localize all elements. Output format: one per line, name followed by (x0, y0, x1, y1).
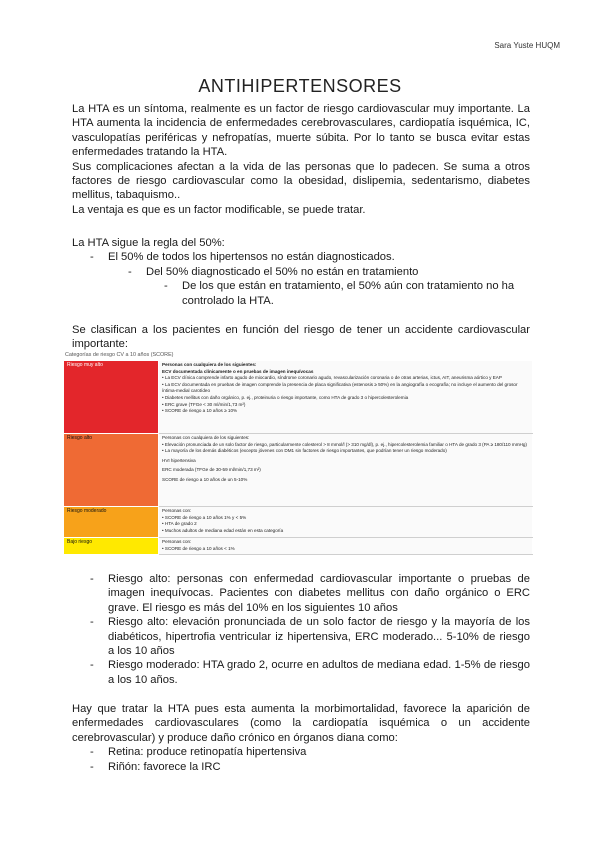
risk-row-moderate (64, 507, 533, 538)
organ-item-kidney: - Riñón: favorece la IRC (90, 760, 530, 774)
rule-item-2: - Del 50% diagnosticado el 50% no están en tratamiento (128, 265, 530, 279)
classify-paragraph (72, 323, 530, 352)
risk-line: HVI hipertensiva (162, 457, 196, 463)
risk-category-high: Riesgo alto (64, 434, 159, 507)
risk-note-2: - Riesgo alto: elevación pronunciada de un solo factor de riesgo y la mayoría de los diabéticos, hipertrofia ventricular iz hipertensiva, ERC moderado... 5-10% de riesgo a los 10 años (90, 615, 530, 658)
risk-line: • ERC grave (TFGe < 30 ml/min/1,73 m²) (162, 401, 246, 407)
risk-row-low (64, 538, 533, 555)
intro-paragraph-1: La HTA es un síntoma, realmente es un factor de riesgo cardiovascular muy importante. La HTA aumenta la incidencia de enfermedades cerebrovasculares, cardiopatía isquémica, IC, vasculopatías periféricas y nefropatías, muerte súbita. Por lo tanto se busca evitar estas enfermedades tratando la HTA. (72, 103, 530, 159)
risk-line: • Elevación pronunciada de un solo factor de riesgo, particularmente colesterol > 8 mmol/l (> 310 mg/dl), p. ej., hipercolesterolemia familiar o HTA de grado 3 (PA ≥ 180/110 mmHg) (162, 441, 527, 447)
risk-category-low: Bajo riesgo (64, 538, 159, 555)
risk-category-very-high: Riesgo muy alto (64, 361, 159, 434)
risk-note-3: - Riesgo moderado: HTA grado 2, ocurre en adultos de mediana edad. 1-5% de riesgo a los 10 años. (90, 658, 530, 687)
classify-text: Se clasifican a los pacientes en función del riesgo de tener un accidente cardiovascular importante: (72, 324, 530, 351)
closing-paragraph: Hay que tratar la HTA pues esta aumenta la morbimortalidad, favorece la aparición de enfermedades cardiovasculares (como la cardiopatía isquémica o un accidente cerebrovascular) y produce daño crónico en órganos diana como: (72, 703, 530, 744)
risk-line: • Diabetes mellitus con daño orgánico, p. ej., proteinuria o riesgo importante, como HTA de grado 3 o hipercolesterolemia (162, 394, 409, 400)
risk-desc-low (159, 538, 533, 555)
risk-table-caption: Categorías de riesgo CV a 10 años (SCORE) (65, 352, 174, 358)
risk-line: Personas con: (162, 539, 192, 544)
risk-line: • La mayoría de los demás diabéticos (excepto jóvenes con DM1 sin factores de riesgo importantes, que podrían tener un riesgo moderado) (162, 448, 447, 454)
risk-category-moderate: Riesgo moderado (64, 507, 159, 538)
risk-line: • SCORE de riesgo a 10 años 1% y < 5% (162, 514, 247, 520)
rule-item-3: - De los que están en tratamiento, el 50% aún con tratamiento no ha controlado la HTA. (164, 279, 530, 308)
page-title: ANTIHIPERTENSORES (198, 76, 402, 96)
risk-line: Personas con: (162, 508, 192, 513)
rule-lead: La HTA sigue la regla del 50%: (72, 237, 225, 249)
risk-table (63, 360, 533, 555)
organ-item-retina: - Retina: produce retinopatía hipertensiva (90, 745, 530, 759)
risk-desc-high (159, 434, 533, 507)
risk-line: ECV documentada clínicamente o en pruebas de imagen inequívocas (162, 368, 314, 374)
closing-section (72, 702, 530, 774)
risk-notes-list (72, 572, 530, 687)
rule-section (72, 236, 530, 308)
risk-desc-moderate (159, 507, 533, 538)
risk-table-figure (63, 352, 533, 555)
risk-row-high (64, 434, 533, 507)
author-header: Sara Yuste HUQM (494, 41, 560, 50)
intro-section (72, 102, 530, 217)
risk-line: SCORE de riesgo a 10 años de un 5-10% (162, 476, 248, 482)
risk-row-very-high (64, 361, 533, 434)
risk-line: • La ECV clínica comprende infarto agudo de miocardio, síndrome coronario agudo, revascularización coronaria o de otras arterias, ictus, AIT, aneurisma aórtico y EAP (162, 375, 502, 381)
risk-line: • Muchos adultos de mediana edad están en esta categoría (162, 527, 284, 533)
risk-line: • SCORE de riesgo a 10 años ≥ 10% (162, 408, 238, 414)
intro-paragraph-3: La ventaja es que es un factor modificable, se puede tratar. (72, 203, 366, 216)
risk-note-1: - Riesgo alto: personas con enfermedad cardiovascular importante o pruebas de imagen inequívocas. Pacientes con diabetes mellitus con daño orgánico o ERC grave. El riesgo es más del 10% en los siguientes 10 años (90, 572, 530, 615)
risk-line: Personas con cualquiera de los siguientes: (162, 435, 250, 440)
risk-line: Personas con cualquiera de los siguientes: (162, 362, 257, 367)
risk-desc-very-high (159, 361, 533, 434)
risk-line: • La ECV documentada en pruebas de imagen comprende la presencia de placa significativa (estenosis ≥ 50%) en la angiografía o ecografía; no incluye el aumento del grosor íntima-medial carotídeo (162, 381, 518, 394)
risk-line: ERC moderada (TFGe de 30-59 ml/min/1,73 m²) (162, 467, 261, 473)
rule-item-1: - El 50% de todos los hipertensos no están diagnosticados. (90, 250, 530, 264)
risk-line: • SCORE de riesgo a 10 años < 1% (162, 545, 235, 551)
intro-paragraph-2: Sus complicaciones afectan a la vida de las personas que lo padecen. Se suma a otros factores de riesgo cardiovascular como la obesidad, dislipemia, sedentarismo, diabetes mellitus, tabaquismo.. (72, 160, 530, 202)
risk-line: • HTA de grado 2 (162, 521, 197, 527)
